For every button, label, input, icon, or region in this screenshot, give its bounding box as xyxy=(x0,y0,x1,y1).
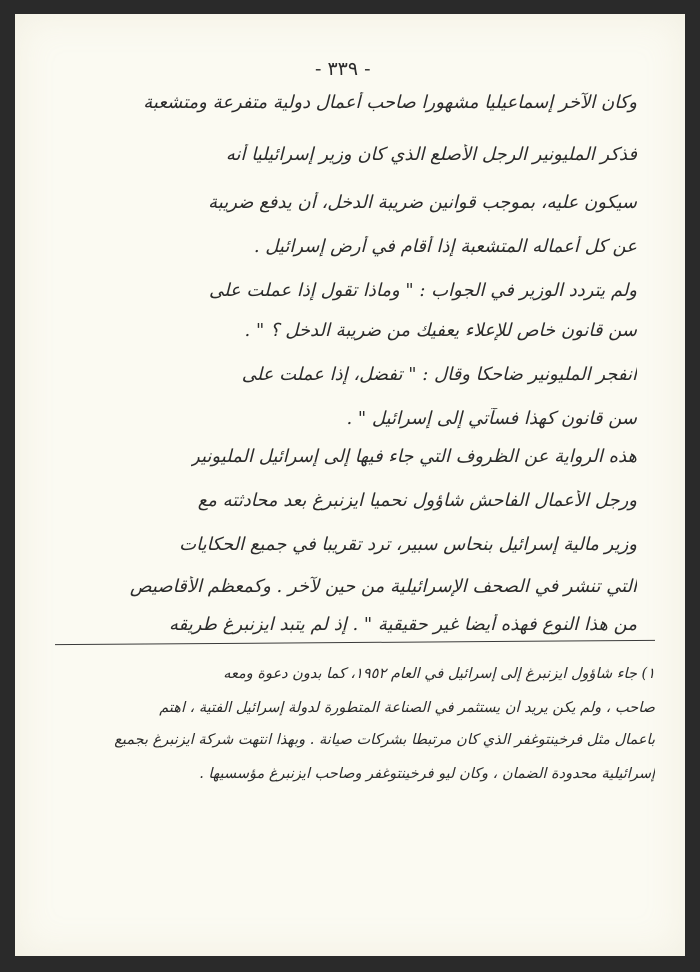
footnote-line: بأعمال مثل فرخينتوغفر الذي كان مرتبطا بشركات صيانة . وبهذا انتهت شركة ايزنبرغ بجميع xyxy=(114,732,655,748)
body-line: سن قانون كهذا فسآتي إلى إسرائيل " . xyxy=(346,408,637,429)
body-line: ورجل الأعمال الفاحش شاؤول نحميا ايزنبرغ بعد محادثته مع xyxy=(197,490,637,511)
body-line: من هذا النوع فهذه أيضا غير حقيقية " . إذ لم يتبد ايزنبرغ طريقه xyxy=(168,614,637,635)
body-line: سيكون عليه، بموجب قوانين ضريبة الدخل، أن يدفع ضريبة xyxy=(208,192,637,213)
body-line: التي تنشر في الصحف الإسرائيلية من حين لآخر . وكمعظم الأقاصيص xyxy=(129,576,637,597)
footnote-line: ١) جاء شاؤول ايزنبرغ إلى إسرائيل في العام ١٩٥٢، كما بدون دعوة ومعه xyxy=(223,666,655,682)
body-line: هذه الرواية عن الظروف التي جاء فيها إلى إسرائيل المليونير xyxy=(191,446,637,467)
footnote-line: صاحب ، ولم يكن يريد أن يستثمر في الصناعة المتطورة لدولة إسرائيل الفتية ، اهتم xyxy=(159,700,655,716)
body-line: انفجر المليونير ضاحكا وقال : " تفضل، إذا عملت على xyxy=(241,364,637,385)
body-line: سن قانون خاص للإعلاء يعفيك من ضريبة الدخل ؟ " . xyxy=(244,320,637,341)
footnote-line: إسرائيلية محدودة الضمان ، وكان ليو فرخينتوغفر وصاحب ايزنبرغ مؤسسيها . xyxy=(199,766,655,782)
body-line: وزير مالية إسرائيل بنحاس سبير، ترد تقريبا في جميع الحكايات xyxy=(179,534,637,555)
page-number: - ٣٣٩ - xyxy=(315,58,371,80)
body-line: ولم يتردد الوزير في الجواب : " وماذا تقول إذا عملت على xyxy=(208,280,637,301)
body-line: عن كل أعماله المتشعبة إذا أقام في أرض إسرائيل . xyxy=(253,236,637,257)
body-line: وكان الآخر إسماعيليا مشهورا صاحب أعمال دولية متفرعة ومتشعبة xyxy=(143,92,637,113)
body-line: فذكر المليونير الرجل الأصلع الذي كان وزير إسرائيليا أنه xyxy=(225,144,637,165)
footnote-divider xyxy=(55,640,655,645)
manuscript-page xyxy=(15,14,685,956)
